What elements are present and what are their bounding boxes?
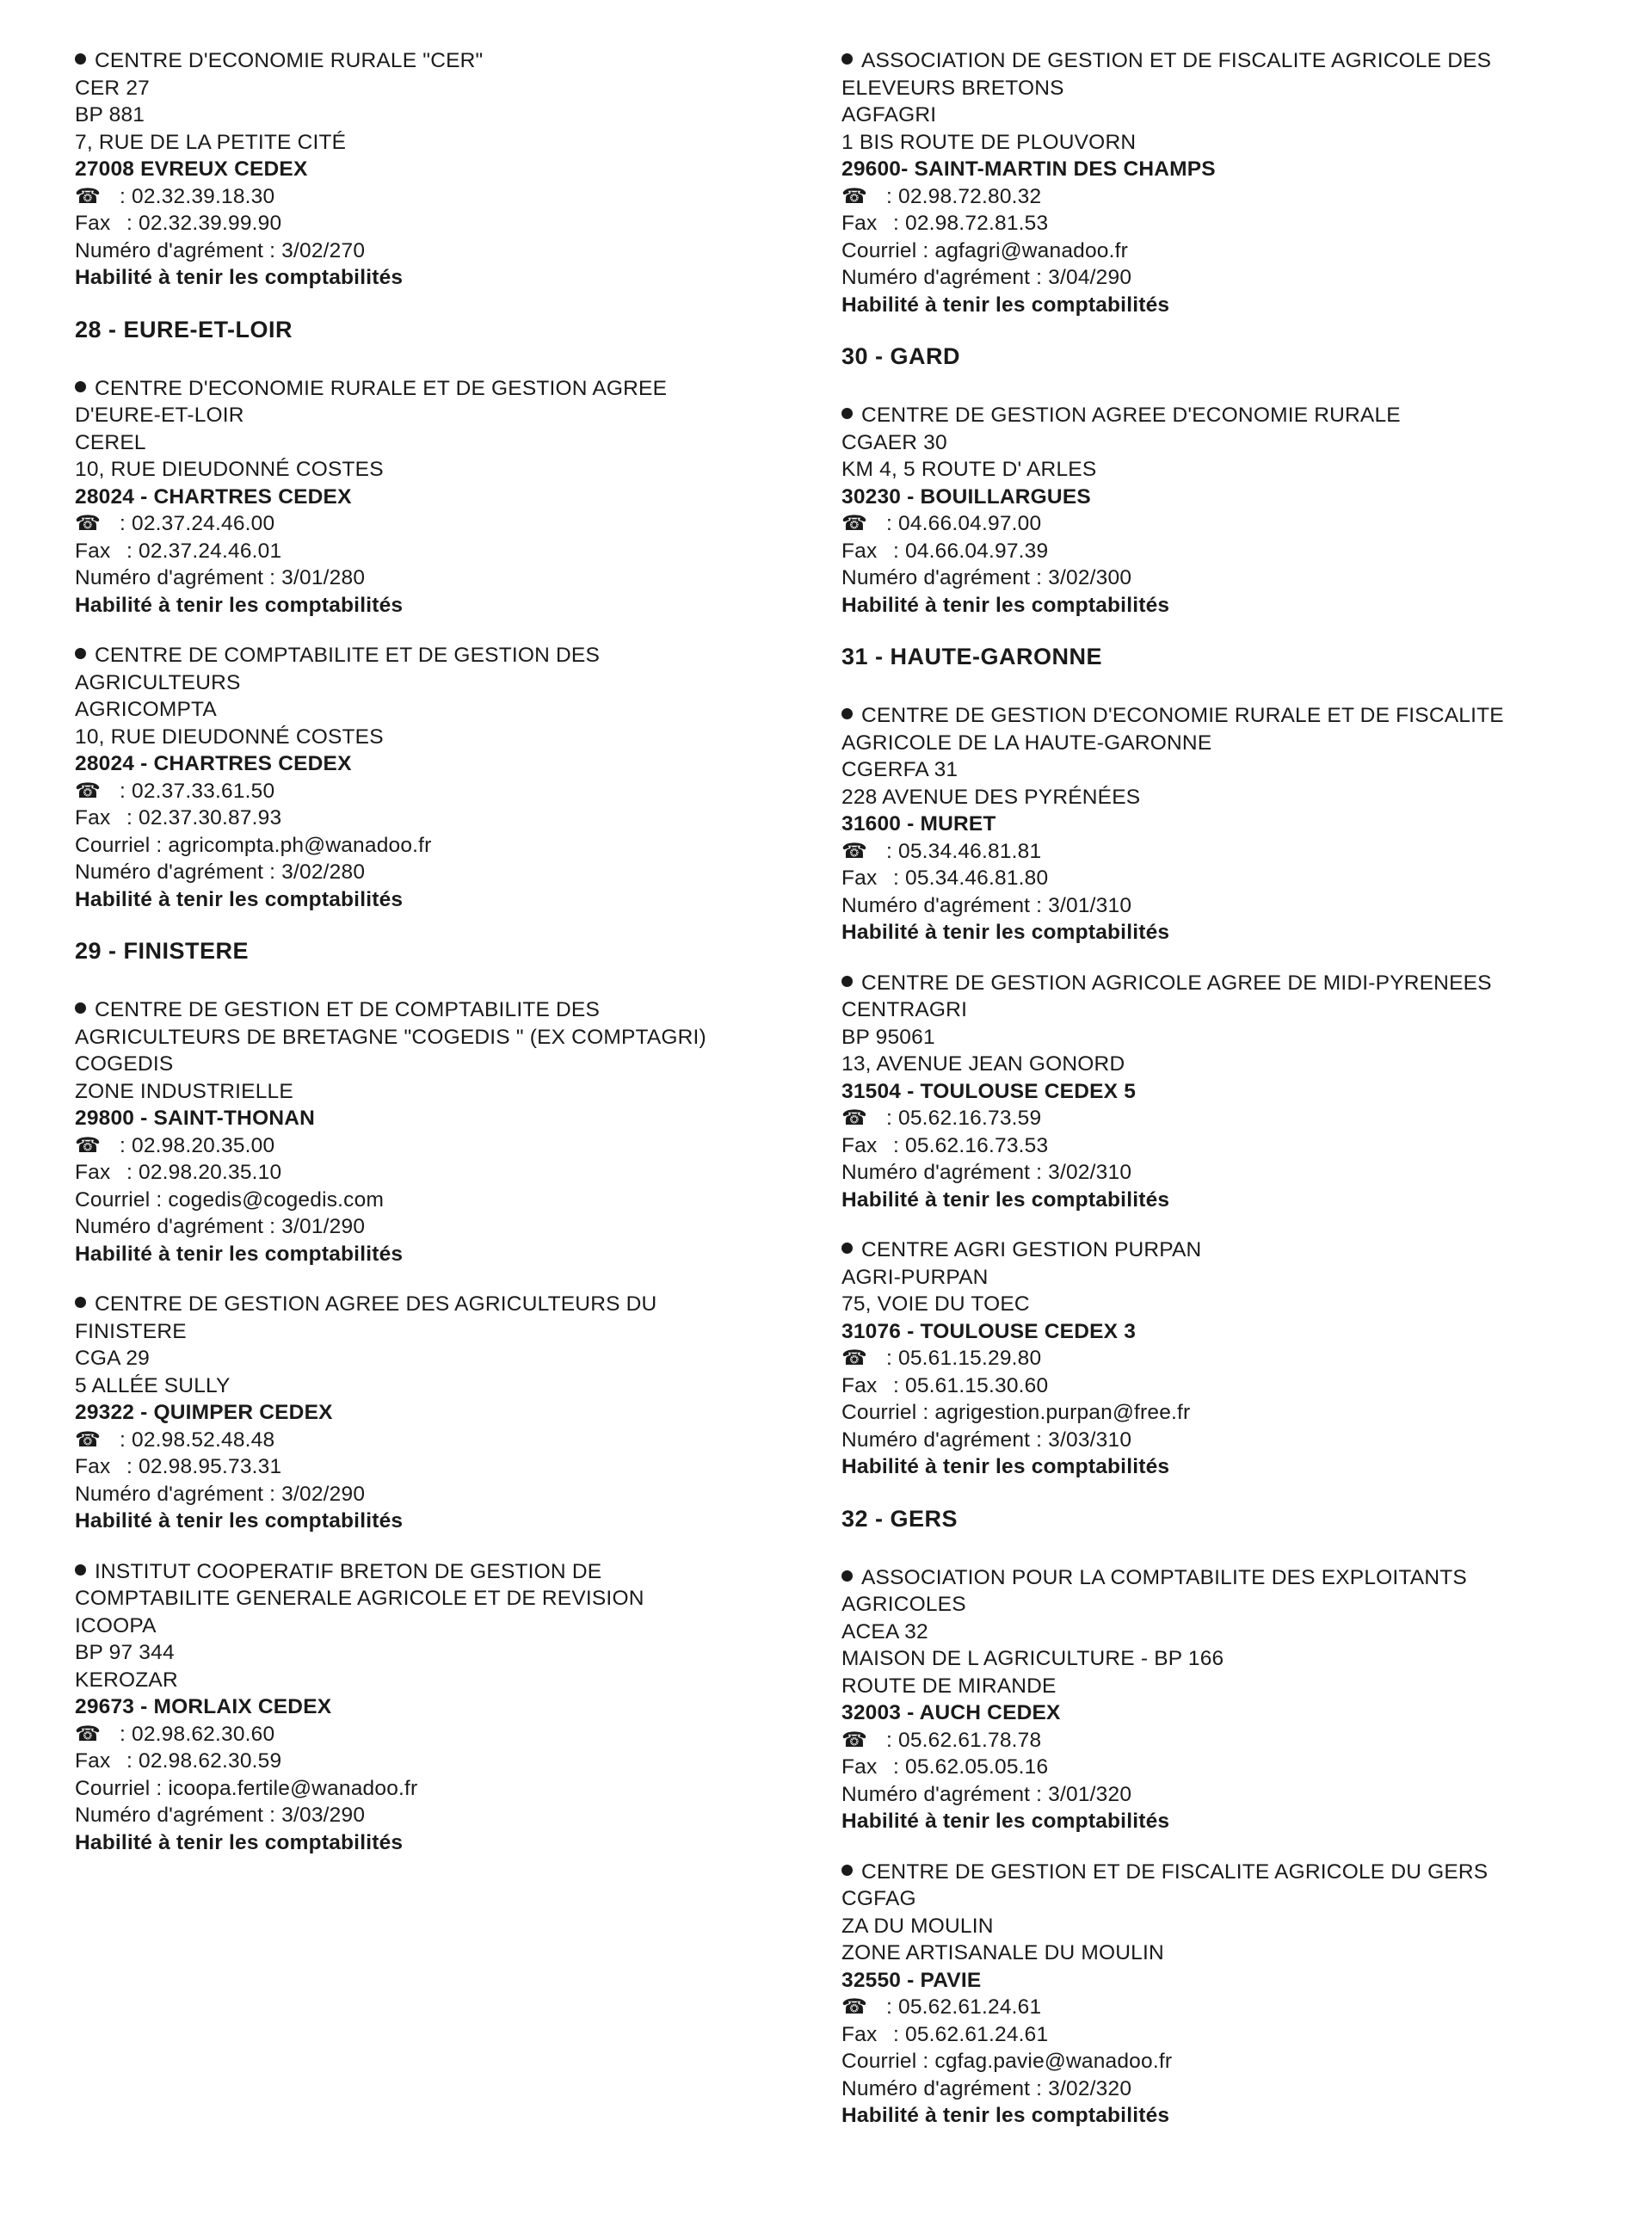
directory-entry [75, 47, 832, 292]
entry-city: 28024 - CHARTRES CEDEX [75, 484, 352, 509]
directory-entry [75, 642, 832, 913]
entry-text: CENTRE DE GESTION AGREE D'ECONOMIE RURALE [861, 404, 1401, 427]
entry-habilite: Habilité à tenir les comptabilités [75, 1242, 404, 1266]
entry-text: CENTRE D'ECONOMIE RURALE "CER" [95, 49, 484, 72]
entry-text: CGA 29 [75, 1347, 150, 1370]
entry-name [75, 47, 832, 75]
entry-address-line [75, 1318, 832, 1346]
entry-text: AGRICOMPTA [75, 698, 217, 721]
fax-label: Fax [75, 1161, 111, 1184]
entry-address-line [841, 129, 1599, 157]
entry-name [841, 1564, 1599, 1592]
bullet-icon [841, 708, 853, 719]
entry-text: CGAER 30 [841, 430, 947, 454]
entry-email: Courriel : cogedis@cogedis.com [75, 1187, 385, 1212]
fax-number: : 02.32.39.99.90 [126, 212, 282, 235]
entry-habilite: Habilité à tenir les comptabilités [841, 921, 1170, 944]
entry-fax [75, 1159, 832, 1187]
entry-phone [75, 1132, 832, 1160]
entry-address-line [75, 75, 832, 102]
entry-habilite: Habilité à tenir les comptabilités [841, 1810, 1170, 1833]
entry-text: ZONE INDUSTRIELLE [75, 1079, 293, 1103]
entry-habilite: Habilité à tenir les comptabilités [841, 1455, 1170, 1478]
entry-agrement: Numéro d'agrément : 3/02/310 [841, 1161, 1132, 1184]
fax-number: : 02.37.30.87.93 [126, 806, 282, 829]
phone-number: : 04.66.04.97.00 [886, 512, 1042, 535]
entry-agrement: Numéro d'agrément : 3/03/310 [841, 1428, 1132, 1452]
entry-agrement: Numéro d'agrément : 3/03/290 [75, 1804, 366, 1827]
entry-text: D'EURE-ET-LOIR [75, 404, 244, 427]
entry-name [75, 375, 832, 403]
entry-address-line [841, 75, 1599, 102]
entry-address-line [841, 1024, 1599, 1051]
entry-address-line [75, 1345, 832, 1372]
entry-text: 1 BIS ROUTE DE PLOUVORN [841, 130, 1137, 154]
fax-label: Fax [75, 806, 111, 829]
telephone-icon: ☎ [841, 1107, 868, 1130]
entry-text: COGEDIS [75, 1052, 174, 1076]
entry-address-line [75, 129, 832, 157]
entry-address-line [841, 1913, 1599, 1940]
entry-address-line [841, 429, 1599, 457]
entry-text: AGRI-PURPAN [841, 1265, 989, 1289]
fax-label: Fax [841, 539, 878, 563]
entry-address-line [841, 1673, 1599, 1700]
entry-habilite: Habilité à tenir les comptabilités [841, 1187, 1170, 1212]
spacer [841, 671, 1599, 702]
spacer [841, 318, 1599, 342]
entry-text: AGRICULTEURS [75, 670, 241, 694]
bullet-icon [841, 1570, 853, 1582]
entry-address-line [75, 102, 832, 129]
entry-city: 31600 - MURET [841, 812, 996, 836]
phone-number: : 05.62.16.73.59 [886, 1107, 1042, 1130]
phone-number: : 02.37.33.61.50 [120, 779, 275, 803]
entry-text: INSTITUT COOPERATIF BRETON DE GESTION DE [95, 1559, 602, 1583]
phone-number: : 02.98.72.80.32 [886, 184, 1042, 208]
entry-text: AGRICOLES [841, 1593, 966, 1616]
bullet-icon [75, 381, 86, 392]
telephone-icon: ☎ [841, 1347, 868, 1370]
fax-number: : 04.66.04.97.39 [893, 539, 1049, 563]
entry-address-line [75, 1639, 832, 1667]
telephone-icon: ☎ [75, 512, 102, 535]
spacer [841, 1213, 1599, 1237]
entry-text: AGRICULTEURS DE BRETAGNE "COGEDIS " (EX COMPTAGRI) [75, 1025, 706, 1049]
entry-fax [841, 1132, 1599, 1160]
entry-text: CER 27 [75, 76, 150, 100]
bullet-icon [841, 1865, 853, 1876]
telephone-icon: ☎ [841, 1995, 868, 2019]
fax-label: Fax [841, 1755, 878, 1779]
telephone-icon: ☎ [841, 1728, 868, 1752]
fax-number: : 02.98.95.73.31 [126, 1455, 282, 1478]
entry-text: 75, VOIE DU TOEC [841, 1292, 1030, 1316]
entry-phone [75, 778, 832, 805]
telephone-icon: ☎ [75, 779, 102, 803]
entry-city: 29600- SAINT-MARTIN DES CHAMPS [841, 157, 1216, 181]
entry-phone [841, 838, 1599, 866]
entry-city: 28024 - CHARTRES CEDEX [75, 752, 352, 775]
entry-text: FINISTERE [75, 1319, 187, 1343]
bullet-icon [841, 1243, 853, 1254]
entry-text: CENTRE DE GESTION ET DE COMPTABILITE DES [95, 998, 601, 1021]
entry-phone [841, 183, 1599, 211]
fax-label: Fax [75, 539, 111, 563]
entry-fax [75, 805, 832, 832]
entry-address-line [75, 696, 832, 724]
entry-agrement: Numéro d'agrément : 3/02/270 [75, 238, 366, 262]
directory-entry [841, 1859, 1599, 2130]
fax-number: : 05.62.61.24.61 [893, 2022, 1049, 2046]
entry-address-line [75, 1024, 832, 1051]
entry-agrement: Numéro d'agrément : 3/02/280 [75, 860, 366, 884]
entry-address-line [75, 1051, 832, 1078]
entry-fax [841, 865, 1599, 892]
entry-text: 10, RUE DIEUDONNÉ COSTES [75, 725, 384, 749]
entry-address-line [841, 102, 1599, 129]
entry-text: CENTRE DE GESTION D'ECONOMIE RURALE ET DE FISCALITE [861, 704, 1504, 727]
spacer [841, 2130, 1599, 2153]
entry-address-line [75, 1372, 832, 1400]
section-heading: 32 - GERS [841, 1505, 959, 1532]
entry-address-line [75, 1613, 832, 1640]
entry-fax [75, 1453, 832, 1481]
entry-agrement: Numéro d'agrément : 3/02/290 [75, 1482, 366, 1506]
entry-name [75, 1291, 832, 1318]
entry-fax [75, 210, 832, 237]
fax-number: : 02.37.24.46.01 [126, 539, 282, 563]
entry-habilite: Habilité à tenir les comptabilités [75, 1509, 404, 1533]
fax-label: Fax [841, 212, 878, 235]
entry-address-line [75, 456, 832, 484]
entry-address-line [841, 1885, 1599, 1913]
spacer [841, 371, 1599, 402]
section-heading: 30 - GARD [841, 343, 961, 369]
entry-city: 31076 - TOULOUSE CEDEX 3 [841, 1319, 1137, 1343]
entry-phone [75, 1721, 832, 1748]
spacer [75, 292, 832, 315]
telephone-icon: ☎ [75, 1428, 102, 1452]
spacer [75, 1267, 832, 1291]
telephone-icon: ☎ [841, 512, 868, 535]
entry-agrement: Numéro d'agrément : 3/02/320 [841, 2076, 1132, 2100]
entry-fax [75, 538, 832, 565]
entry-text: ROUTE DE MIRANDE [841, 1674, 1057, 1698]
entry-name [841, 1237, 1599, 1264]
entry-name [75, 1558, 832, 1586]
telephone-icon: ☎ [75, 184, 102, 208]
phone-number: : 05.34.46.81.81 [886, 839, 1042, 863]
entry-text: ZA DU MOULIN [841, 1914, 994, 1938]
entry-text: MAISON DE L AGRICULTURE - BP 166 [841, 1647, 1224, 1670]
entry-text: ASSOCIATION DE GESTION ET DE FISCALITE AGRICOLE DES [861, 49, 1492, 72]
section-heading: 29 - FINISTERE [75, 938, 250, 964]
entry-phone [841, 1345, 1599, 1372]
spacer [75, 913, 832, 936]
entry-name [841, 402, 1599, 429]
entry-habilite: Habilité à tenir les comptabilités [75, 887, 404, 911]
entry-city: 29322 - QUIMPER CEDEX [75, 1401, 333, 1424]
fax-label: Fax [841, 866, 878, 890]
entry-text: ACEA 32 [841, 1619, 928, 1644]
phone-number: : 02.37.24.46.00 [120, 512, 275, 535]
spacer [841, 619, 1599, 642]
entry-text: CENTRE DE COMPTABILITE ET DE GESTION DES [95, 644, 601, 667]
bullet-icon [75, 1564, 86, 1576]
entry-name [841, 1859, 1599, 1886]
entry-name [841, 47, 1599, 75]
entry-address-line [841, 1591, 1599, 1619]
entry-fax [841, 1754, 1599, 1781]
entry-address-line [841, 1619, 1599, 1646]
entry-habilite: Habilité à tenir les comptabilités [75, 266, 404, 289]
entry-text: CENTRE DE GESTION ET DE FISCALITE AGRICOLE DU GERS [861, 1859, 1489, 1884]
entry-text: CGFAG [841, 1887, 916, 1910]
telephone-icon: ☎ [75, 1133, 102, 1157]
fax-number: : 02.98.72.81.53 [893, 212, 1049, 235]
entry-agrement: Numéro d'agrément : 3/02/300 [841, 566, 1132, 589]
entry-city: 32003 - AUCH CEDEX [841, 1701, 1061, 1724]
fax-label: Fax [75, 212, 111, 235]
bullet-icon [75, 53, 86, 65]
spacer [75, 1856, 832, 1879]
directory-entry [75, 996, 832, 1267]
entry-address-line [75, 1667, 832, 1694]
entry-text: CENTRE D'ECONOMIE RURALE ET DE GESTION AGREE [95, 376, 668, 400]
fax-label: Fax [841, 2022, 878, 2046]
directory-entry [841, 702, 1599, 947]
bullet-icon [841, 53, 853, 65]
entry-city: 27008 EVREUX CEDEX [75, 157, 308, 181]
telephone-icon: ☎ [75, 1722, 102, 1746]
entry-address-line [75, 1078, 832, 1106]
left-column [75, 47, 832, 1879]
entry-agrement: Numéro d'agrément : 3/01/290 [75, 1215, 366, 1238]
entry-phone [841, 510, 1599, 538]
entry-text: KM 4, 5 ROUTE D' ARLES [841, 458, 1097, 481]
fax-number: : 05.62.16.73.53 [893, 1133, 1049, 1157]
entry-text: ASSOCIATION POUR LA COMPTABILITE DES EXPLOITANTS [861, 1565, 1467, 1589]
bullet-icon [75, 648, 86, 659]
section-heading: 28 - EURE-ET-LOIR [75, 316, 293, 342]
entry-text: BP 95061 [841, 1025, 935, 1049]
spacer [841, 1533, 1599, 1564]
spacer [75, 965, 832, 996]
entry-address-line [841, 1645, 1599, 1673]
spacer [841, 1481, 1599, 1504]
entry-fax [841, 2021, 1599, 2049]
entry-agrement: Numéro d'agrément : 3/01/310 [841, 893, 1132, 917]
entry-text: ICOOPA [75, 1613, 157, 1637]
entry-text: CENTRE AGRI GESTION PURPAN [861, 1238, 1202, 1261]
entry-fax [841, 1372, 1599, 1400]
fax-number: : 05.62.05.05.16 [893, 1755, 1049, 1779]
entry-text: BP 97 344 [75, 1641, 175, 1664]
entry-text: ELEVEURS BRETONS [841, 76, 1064, 100]
entry-habilite: Habilité à tenir les comptabilités [75, 593, 404, 617]
entry-address-line [841, 456, 1599, 484]
entry-habilite: Habilité à tenir les comptabilités [841, 293, 1170, 317]
entry-text: ZONE ARTISANALE DU MOULIN [841, 1941, 1164, 1964]
entry-city: 32550 - PAVIE [841, 1968, 982, 1992]
right-column [841, 47, 1599, 2153]
entry-text: COMPTABILITE GENERALE AGRICOLE ET DE REVISION [75, 1587, 644, 1610]
entry-text: AGFAGRI [841, 103, 937, 126]
fax-number: : 05.61.15.30.60 [893, 1373, 1049, 1397]
entry-text: CENTRAGRI [841, 998, 968, 1021]
bullet-icon [75, 1297, 86, 1308]
entry-name [841, 702, 1599, 730]
entry-email: Courriel : agrigestion.purpan@free.fr [841, 1401, 1191, 1424]
directory-entry [841, 1237, 1599, 1481]
entry-address-line [841, 784, 1599, 811]
entry-address-line [841, 730, 1599, 757]
entry-email: Courriel : cgfag.pavie@wanadoo.fr [841, 2050, 1173, 2073]
fax-label: Fax [75, 1455, 111, 1478]
entry-name [75, 642, 832, 669]
phone-number: : 05.61.15.29.80 [886, 1347, 1042, 1370]
entry-name [75, 996, 832, 1024]
entry-email: Courriel : agfagri@wanadoo.fr [841, 238, 1128, 262]
entry-text: CENTRE DE GESTION AGRICOLE AGREE DE MIDI-PYRENEES [861, 971, 1492, 995]
bullet-icon [841, 976, 853, 987]
directory-entry [841, 1564, 1599, 1835]
entry-text: CENTRE DE GESTION AGREE DES AGRICULTEURS DU [95, 1292, 657, 1316]
entry-address-line [75, 429, 832, 457]
entry-text: 7, RUE DE LA PETITE CITÉ [75, 130, 347, 154]
bullet-icon [841, 408, 853, 419]
entry-address-line [841, 1264, 1599, 1292]
phone-number: : 02.32.39.18.30 [120, 184, 275, 208]
entry-name [841, 970, 1599, 997]
entry-address-line [841, 1291, 1599, 1318]
spacer [841, 947, 1599, 970]
fax-label: Fax [841, 1373, 878, 1397]
spacer [841, 1835, 1599, 1859]
entry-city: 29800 - SAINT-THONAN [75, 1107, 316, 1130]
entry-text: CGERFA 31 [841, 758, 959, 781]
entry-text: 10, RUE DIEUDONNÉ COSTES [75, 458, 384, 481]
entry-text: CEREL [75, 430, 146, 454]
entry-address-line [75, 724, 832, 751]
entry-text: 228 AVENUE DES PYRÉNÉES [841, 785, 1141, 809]
entry-text: 5 ALLÉE SULLY [75, 1373, 231, 1397]
phone-number: : 02.98.52.48.48 [120, 1428, 275, 1452]
entry-habilite: Habilité à tenir les comptabilités [75, 1830, 404, 1854]
entry-fax [841, 538, 1599, 565]
entry-phone [841, 1727, 1599, 1755]
phone-number: : 02.98.62.30.60 [120, 1722, 275, 1746]
entry-agrement: Numéro d'agrément : 3/01/320 [841, 1782, 1132, 1806]
entry-city: 30230 - BOUILLARGUES [841, 484, 1091, 509]
bullet-icon [75, 1002, 86, 1014]
directory-entry [841, 970, 1599, 1214]
directory-entry [75, 375, 832, 620]
entry-address-line [841, 1940, 1599, 1967]
phone-number: : 05.62.61.78.78 [886, 1728, 1042, 1752]
spacer [75, 619, 832, 642]
entry-habilite: Habilité à tenir les comptabilités [841, 593, 1170, 617]
entry-text: AGRICOLE DE LA HAUTE-GARONNE [841, 731, 1212, 755]
spacer [75, 1535, 832, 1558]
fax-label: Fax [841, 1133, 878, 1157]
entry-phone [841, 1105, 1599, 1132]
phone-number: : 05.62.61.24.61 [886, 1995, 1042, 2019]
entry-text: BP 881 [75, 103, 145, 126]
entry-email: Courriel : icoopa.fertile@wanadoo.fr [75, 1776, 418, 1800]
telephone-icon: ☎ [841, 839, 868, 863]
entry-phone [841, 1994, 1599, 2021]
phone-number: : 02.98.20.35.00 [120, 1133, 275, 1157]
entry-agrement: Numéro d'agrément : 3/01/280 [75, 566, 366, 589]
directory-entry [841, 402, 1599, 619]
directory-entry [841, 47, 1599, 318]
spacer [75, 344, 832, 375]
telephone-icon: ☎ [841, 184, 868, 208]
entry-phone [75, 510, 832, 538]
fax-label: Fax [75, 1749, 111, 1773]
fax-number: : 02.98.62.30.59 [126, 1749, 282, 1773]
entry-fax [75, 1748, 832, 1775]
directory-entry [75, 1291, 832, 1535]
entry-city: 29673 - MORLAIX CEDEX [75, 1695, 332, 1718]
entry-address-line [75, 402, 832, 429]
entry-phone [75, 1427, 832, 1454]
entry-address-line [841, 996, 1599, 1024]
entry-address-line [75, 1585, 832, 1613]
entry-text: KEROZAR [75, 1668, 178, 1692]
entry-city: 31504 - TOULOUSE CEDEX 5 [841, 1079, 1137, 1103]
entry-address-line [841, 756, 1599, 784]
entry-fax [841, 210, 1599, 237]
fax-number: : 02.98.20.35.10 [126, 1161, 282, 1184]
entry-text: 13, AVENUE JEAN GONORD [841, 1052, 1125, 1076]
fax-number: : 05.34.46.81.80 [893, 866, 1049, 890]
entry-email: Courriel : agricompta.ph@wanadoo.fr [75, 833, 432, 857]
entry-agrement: Numéro d'agrément : 3/04/290 [841, 266, 1132, 289]
directory-entry [75, 1558, 832, 1857]
entry-habilite: Habilité à tenir les comptabilités [841, 2104, 1170, 2127]
entry-phone [75, 183, 832, 211]
entry-address-line [841, 1051, 1599, 1078]
section-heading: 31 - HAUTE-GARONNE [841, 644, 1103, 669]
entry-address-line [75, 669, 832, 697]
